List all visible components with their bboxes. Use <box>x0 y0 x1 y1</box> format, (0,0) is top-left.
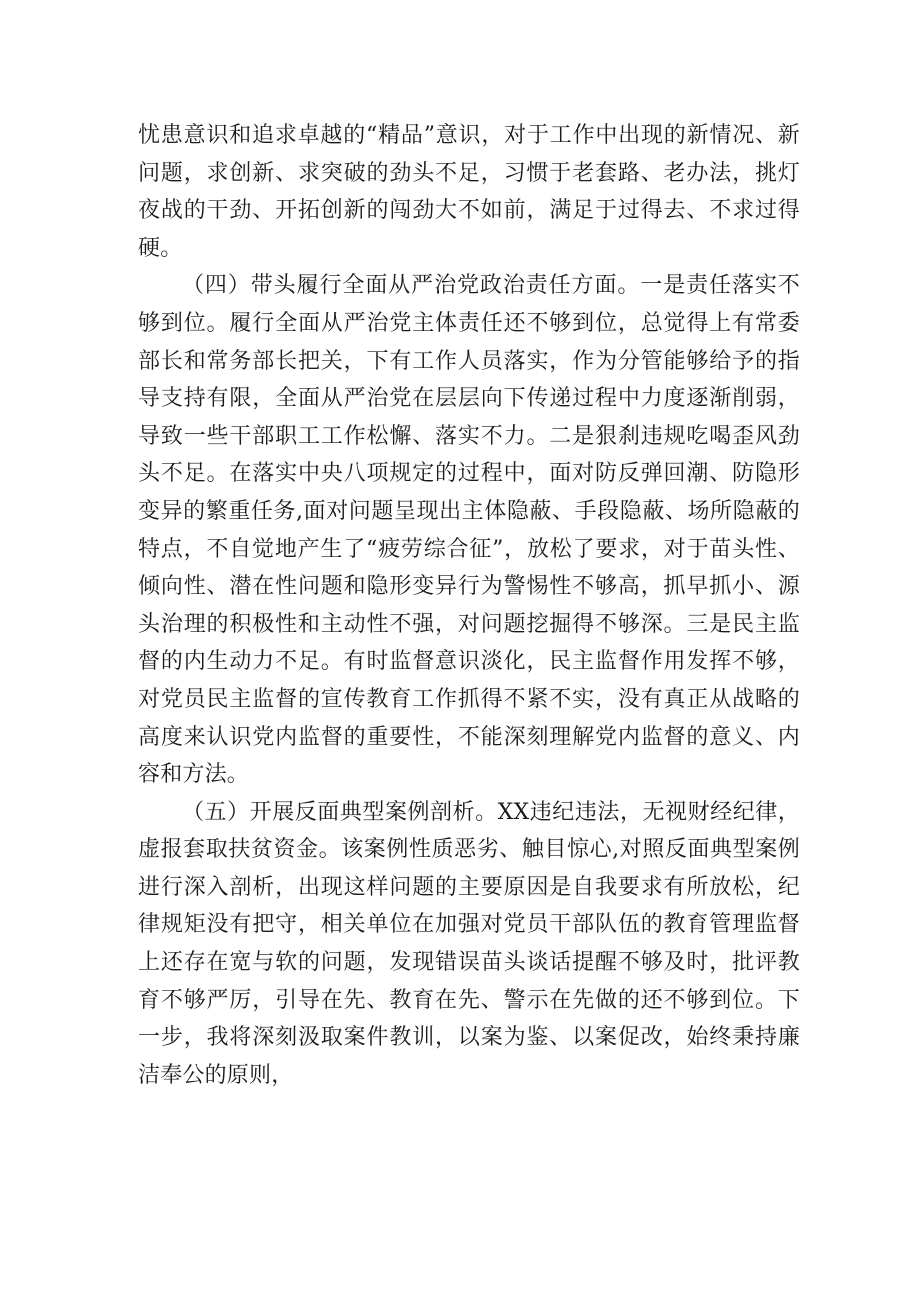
paragraph-section-four: （四）带头履行全面从严治党政治责任方面。一是责任落实不够到位。履行全面从严治党主体责任还不够到位，总觉得上有常委部长和常务部长把关，下有工作人员落实，作为分管能够给予的指导支持有限，全面从严治党在层层向下传递过程中力度逐渐削弱，导致一些干部职工工作松懈、落实不力。二是狠刹违规吃喝歪风劲头不足。在落实中央八项规定的过程中，面对防反弹回潮、防隐形变异的繁重任务,面对问题呈现出主体隐蔽、手段隐蔽、场所隐蔽的特点，不自觉地产生了“疲劳综合征”，放松了要求，对于苗头性、倾向性、潜在性问题和隐形变异行为警惕性不够高，抓早抓小、源头治理的积极性和主动性不强，对问题挖掘得不够深。三是民主监督的内生动力不足。有时监督意识淡化，民主监督作用发挥不够，对党员民主监督的宣传教育工作抓得不紧不实，没有真正从战略的高度来认识党内监督的重要性，不能深刻理解党内监督的意义、内容和方法。 <box>138 273 800 788</box>
paragraph-section-five: （五）开展反面典型案例剖析。XX违纪违法，无视财经纪律，虚报套取扶贫资金。该案例性质恶劣、触目惊心,对照反面典型案例进行深入剖析，出现这样问题的主要原因是自我要求有所放松，纪律规矩没有把守，相关单位在加强对党员干部队伍的教育管理监督上还存在宽与软的问题，发现错误苗头谈话提醒不够及时，批评教育不够严厉，引导在先、教育在先、警示在先做的还不够到位。下一步，我将深刻汲取案件教训，以案为鉴、以案促改，始终秉持廉洁奉公的原则， <box>138 799 800 1088</box>
document-body <box>138 117 800 1094</box>
paragraph-continuation: 忧患意识和追求卓越的“精品”意识，对于工作中出现的新情况、新问题，求创新、求突破的劲头不足，习惯于老套路、老办法，挑灯夜战的干劲、开拓创新的闯劲大不如前，满足于过得去、不求过得硬。 <box>138 123 800 261</box>
